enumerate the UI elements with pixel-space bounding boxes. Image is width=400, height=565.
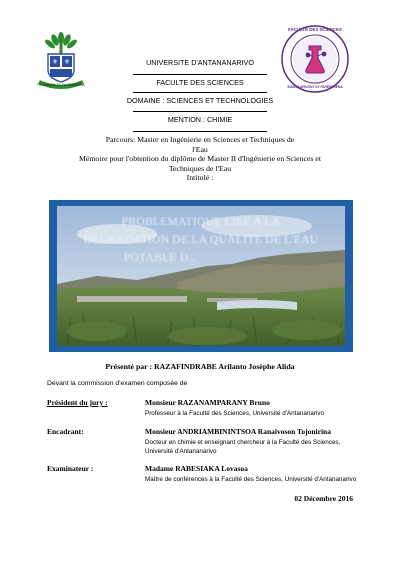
divider [133,74,267,75]
encadrant-role: Encadrant: [47,427,84,436]
faculty-ring-top: FACULTE DES SCIENCES [288,27,342,32]
domain-name: DOMAINE : SCIENCES ET TECHNOLOGIES [126,96,274,105]
president-role: Président du jury : [47,398,108,407]
university-name: UNIVERSITE D'ANTANANARIVO [146,58,254,67]
presenter-name: RAZAFINDRABE Arilanto Josèphe Alida [154,362,295,371]
examinateur-desc: Maître de conférences à la Faculté des Sciences, Université d'Antananarivo [145,476,357,483]
divider [133,92,267,93]
parcours-line-2: l'Eau [192,144,208,154]
divider [133,131,267,132]
examinateur-role: Examinateur : [47,464,94,473]
examinateur-name: Madame RABESIAKA Lovasoa [145,464,248,473]
university-logo [36,30,86,92]
faculty-name: FACULTE DES SCIENCES [156,78,244,87]
divider [133,111,267,112]
presenter-label: Présenté par : [105,362,154,371]
presenter-line [40,362,360,371]
encadrant-name: Monsieur ANDRIAMBININTSOA Ranaivoson Tojonirina [145,427,331,436]
president-desc: Professeur à la Faculté des Sciences, Université d'Antananarivo [145,410,325,417]
landscape-photo [57,206,345,346]
thesis-title-line-3: POTABLE D... [123,252,199,264]
program-block [60,135,340,183]
defense-date: 02 Décembre 2016 [294,494,353,503]
president-name: Monsieur RAZANAMPARANY Bruno [145,398,270,407]
svg-text:⚜: ⚜ [63,58,71,66]
mention-name: MENTION : CHIMIE [167,115,233,124]
thesis-title-line: PROBLEMATIQUE LIEE A LA [121,216,281,228]
svg-text:⚜: ⚜ [51,58,59,66]
memoire-line: Mémoire pour l'obtention du diplôme de Master II d'Ingénierie en Sciences et [78,154,322,163]
thesis-title-line-2: DEGRADATION DE LA QUALITE DE L'EAU [83,234,319,246]
faculty-ring-bottom: SIANSA ARIVONY SY FAHENDRENA [287,85,343,89]
intitule-label: Intitulé : [186,173,214,182]
memoire-line-2: Techniques de l'Eau [168,163,232,173]
encadrant-desc-2: Université d'Antananarivo [145,448,217,455]
encadrant-desc: Docteur en chimie et enseignant chercheur à la Faculté des Sciences, [145,439,341,446]
parcours-line: Parcours: Master en Ingénierie en Sciences et Techniques de [105,135,295,144]
university-motto: FAHAIZANA SY FAHENDRENA [37,83,85,87]
commission-text: Devant la commission d'examen composée de [47,380,188,387]
